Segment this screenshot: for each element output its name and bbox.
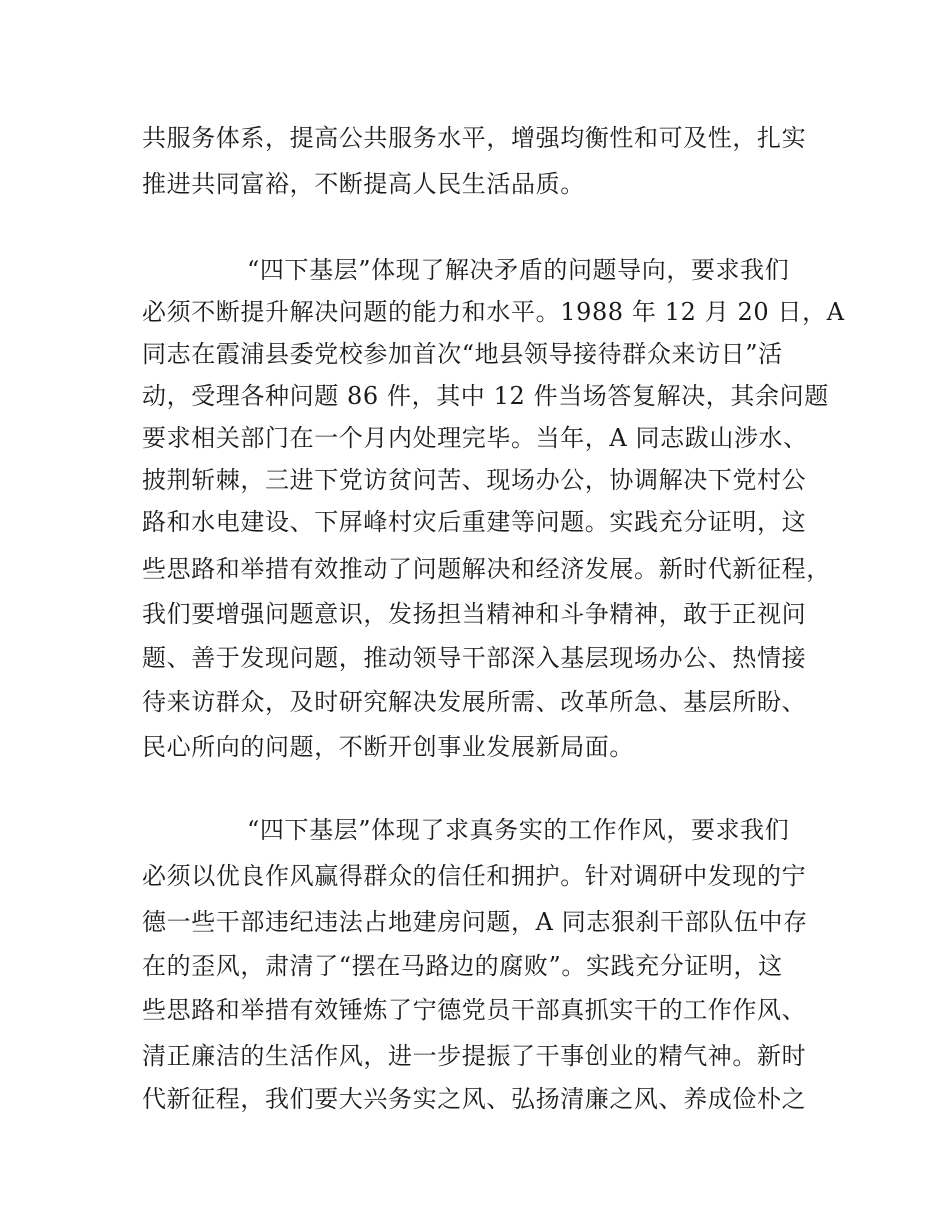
paragraph-3-line-5: 些思路和举措有效锤炼了宁德党员干部真抓实干的工作作风、 <box>142 996 807 1024</box>
paragraph-2-line-5: 要求相关部门在一个月内处理完毕。当年，A 同志跋山涉水、 <box>142 424 808 452</box>
paragraph-1-line-2: 推进共同富裕，不断提高人民生活品质。 <box>142 170 585 198</box>
paragraph-2-line-8: 些思路和举措有效推动了问题解决和经济发展。新时代新征程， <box>142 555 831 583</box>
paragraph-2-line-3: 同志在霞浦县委党校参加首次“地县领导接待群众来访日”活 <box>142 340 783 368</box>
paragraph-2-line-6: 披荆斩棘，三进下党访贫问苦、现场办公，协调解决下党村公 <box>142 466 807 494</box>
paragraph-2-line-2: 必须不断提升解决问题的能力和水平。1988 年 12 月 20 日，A <box>142 298 845 326</box>
paragraph-2-line-7: 路和水电建设、下屏峰村灾后重建等问题。实践充分证明，这 <box>142 508 807 536</box>
paragraph-2-line-10: 题、善于发现问题，推动领导干部深入基层现场办公、热情接 <box>142 644 807 672</box>
paragraph-1-line-1: 共服务体系，提高公共服务水平，增强均衡性和可及性，扎实 <box>142 124 807 152</box>
paragraph-3-line-4: 在的歪风，肃清了“摆在马路边的腐败”。实践充分证明，这 <box>142 952 783 980</box>
paragraph-3-line-2: 必须以优良作风赢得群众的信任和拥护。针对调研中发现的宁 <box>142 862 807 890</box>
paragraph-2-line-9: 我们要增强问题意识，发扬担当精神和斗争精神，敢于正视问 <box>142 600 807 628</box>
paragraph-2-line-12: 民心所向的问题，不断开创事业发展新局面。 <box>142 733 634 761</box>
paragraph-3-line-6: 清正廉洁的生活作风，进一步提振了干事创业的精气神。新时 <box>142 1042 807 1070</box>
paragraph-2-line-11: 待来访群众，及时研究解决发展所需、改革所急、基层所盼、 <box>142 688 807 716</box>
paragraph-2-line-4: 动，受理各种问题 86 件，其中 12 件当场答复解决，其余问题 <box>142 382 829 410</box>
paragraph-3-line-1: “四下基层”体现了求真务实的工作作风，要求我们 <box>247 816 790 844</box>
paragraph-3-line-7: 代新征程，我们要大兴务实之风、弘扬清廉之风、养成俭朴之 <box>142 1085 807 1113</box>
paragraph-3-line-3: 德一些干部违纪违法占地建房问题，A 同志狠刹干部队伍中存 <box>142 908 808 936</box>
paragraph-2-line-1: “四下基层”体现了解决矛盾的问题导向，要求我们 <box>247 256 790 284</box>
